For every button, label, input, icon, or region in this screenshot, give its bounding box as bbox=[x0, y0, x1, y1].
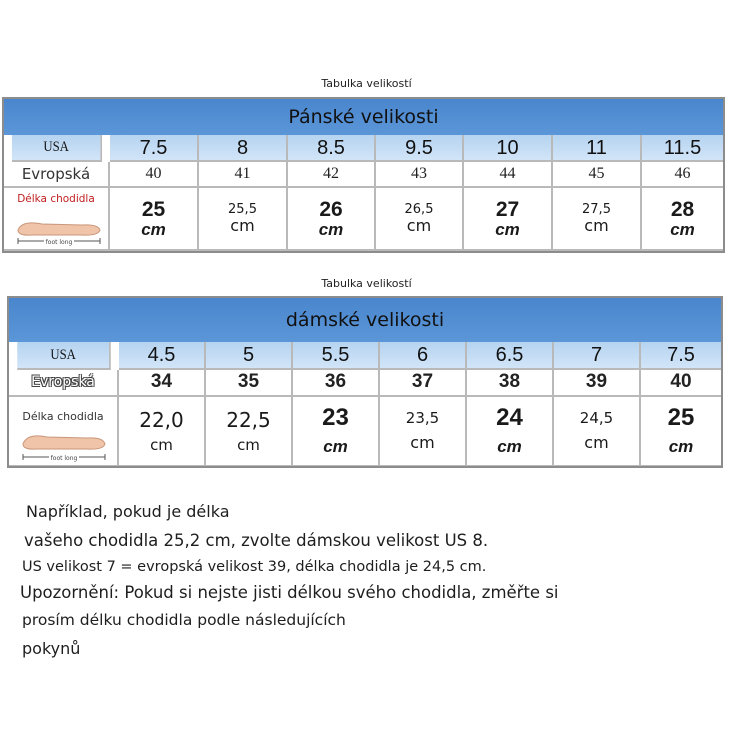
eu-size-cell: 41 bbox=[199, 162, 288, 188]
usa-size-cell: 11 bbox=[553, 135, 642, 162]
men-table-caption: Tabulka velikostí bbox=[321, 77, 412, 90]
length-value: 24 bbox=[496, 404, 523, 432]
length-value: 25 bbox=[141, 197, 166, 221]
length-unit: cm bbox=[584, 433, 609, 453]
women-size-table bbox=[7, 296, 723, 468]
length-value: 27,5 bbox=[582, 201, 611, 217]
eu-size-cell: 45 bbox=[553, 162, 642, 188]
length-value: 26,5 bbox=[404, 201, 434, 217]
foot-illustration-icon bbox=[12, 216, 104, 246]
length-unit: cm bbox=[670, 219, 695, 239]
eu-size-cell: 44 bbox=[464, 162, 553, 188]
length-cell bbox=[467, 397, 554, 467]
length-unit: cm bbox=[410, 433, 435, 453]
length-value: 23 bbox=[322, 404, 349, 432]
length-unit: cm bbox=[318, 219, 344, 239]
foot-caption: foot long bbox=[50, 455, 78, 462]
length-unit: cm bbox=[230, 215, 255, 235]
length-cell bbox=[380, 397, 467, 467]
men-length-row bbox=[4, 188, 723, 251]
length-value: 24,5 bbox=[579, 408, 614, 427]
length-cell bbox=[641, 397, 721, 467]
length-cell bbox=[553, 188, 642, 251]
usa-size-cell: 8 bbox=[199, 135, 288, 162]
length-unit: cm bbox=[237, 435, 260, 454]
men-size-table bbox=[2, 97, 725, 253]
eu-size-cell: 40 bbox=[110, 162, 199, 188]
length-cell bbox=[206, 397, 293, 467]
length-value: 27 bbox=[495, 197, 520, 221]
eu-size-cell: 34 bbox=[119, 370, 206, 397]
length-value: 25,5 bbox=[228, 201, 257, 217]
usa-size-cell: 5.5 bbox=[293, 342, 380, 370]
eu-size-cell: 46 bbox=[642, 162, 723, 188]
length-unit: cm bbox=[406, 215, 432, 235]
usa-size-cell: 11.5 bbox=[642, 135, 723, 162]
length-cell bbox=[464, 188, 553, 251]
women-length-row bbox=[9, 397, 721, 467]
usa-size-cell: 5 bbox=[206, 342, 293, 370]
men-usa-row bbox=[4, 135, 723, 162]
women-table-caption: Tabulka velikostí bbox=[321, 277, 412, 290]
foot-length-label: Délka chodidla bbox=[22, 410, 104, 423]
eu-size-cell: 43 bbox=[376, 162, 464, 188]
usa-size-cell: 4.5 bbox=[119, 342, 206, 370]
note-line: prosím délku chodidla podle následujících bbox=[22, 611, 346, 629]
length-unit: cm bbox=[668, 436, 694, 456]
usa-size-cell: 10 bbox=[464, 135, 553, 162]
note-line: vašeho chodidla 25,2 cm, zvolte dámskou velikost US 8. bbox=[24, 531, 489, 550]
length-value: 22,0 bbox=[139, 407, 184, 432]
eu-size-cell: 35 bbox=[206, 370, 293, 397]
women-eu-row bbox=[9, 370, 721, 397]
length-cell bbox=[288, 188, 376, 251]
foot-illustration-icon bbox=[17, 428, 109, 462]
note-line: Například, pokud je délka bbox=[26, 502, 230, 521]
usa-size-cell: 7 bbox=[554, 342, 641, 370]
usa-size-cell: 6 bbox=[380, 342, 467, 370]
eu-size-cell: 42 bbox=[288, 162, 376, 188]
usa-size-cell: 7.5 bbox=[641, 342, 721, 370]
usa-size-cell: 6.5 bbox=[467, 342, 554, 370]
men-eu-row bbox=[4, 162, 723, 188]
length-value: 26 bbox=[319, 197, 343, 221]
foot-length-label-cell bbox=[4, 188, 110, 251]
foot-caption: foot long bbox=[45, 239, 73, 246]
eu-size-cell: 36 bbox=[293, 370, 380, 397]
usa-size-cell: 7.5 bbox=[110, 135, 199, 162]
note-line: US velikost 7 = evropská velikost 39, délka chodidla je 24,5 cm. bbox=[22, 559, 487, 575]
length-unit: cm bbox=[323, 436, 348, 456]
length-unit: cm bbox=[584, 215, 609, 235]
length-cell bbox=[110, 188, 199, 251]
length-unit: cm bbox=[141, 219, 166, 239]
women-table-title: dámské velikosti bbox=[9, 298, 721, 342]
length-value: 23,5 bbox=[405, 408, 440, 427]
length-cell bbox=[199, 188, 288, 251]
usa-size-cell: 9.5 bbox=[376, 135, 464, 162]
note-line: pokynů bbox=[22, 639, 81, 658]
eu-size-cell: 40 bbox=[641, 370, 721, 397]
length-unit: cm bbox=[150, 435, 173, 454]
length-cell bbox=[293, 397, 380, 467]
foot-length-label-cell bbox=[9, 397, 119, 467]
length-unit: cm bbox=[497, 436, 522, 456]
men-table-title: Pánské velikosti bbox=[4, 99, 723, 135]
length-cell bbox=[642, 188, 723, 251]
women-usa-row bbox=[9, 342, 721, 370]
foot-length-label: Délka chodidla bbox=[17, 193, 95, 205]
length-value: 22,5 bbox=[226, 407, 271, 432]
length-unit: cm bbox=[495, 219, 520, 239]
length-cell bbox=[554, 397, 641, 467]
eu-label: Evropská bbox=[4, 162, 110, 188]
eu-size-cell: 38 bbox=[467, 370, 554, 397]
note-line: Upozornění: Pokud si nejste jisti délkou svého chodidla, změřte si bbox=[20, 583, 559, 602]
usa-size-cell: 8.5 bbox=[288, 135, 376, 162]
length-value: 25 bbox=[667, 404, 695, 432]
eu-size-cell: 39 bbox=[554, 370, 641, 397]
eu-label: Evropská bbox=[9, 370, 119, 397]
eu-size-cell: 37 bbox=[380, 370, 467, 397]
usa-label: USA bbox=[12, 135, 102, 162]
length-value: 28 bbox=[670, 197, 695, 221]
usa-label: USA bbox=[17, 342, 111, 370]
length-cell bbox=[376, 188, 464, 251]
length-cell bbox=[119, 397, 206, 467]
